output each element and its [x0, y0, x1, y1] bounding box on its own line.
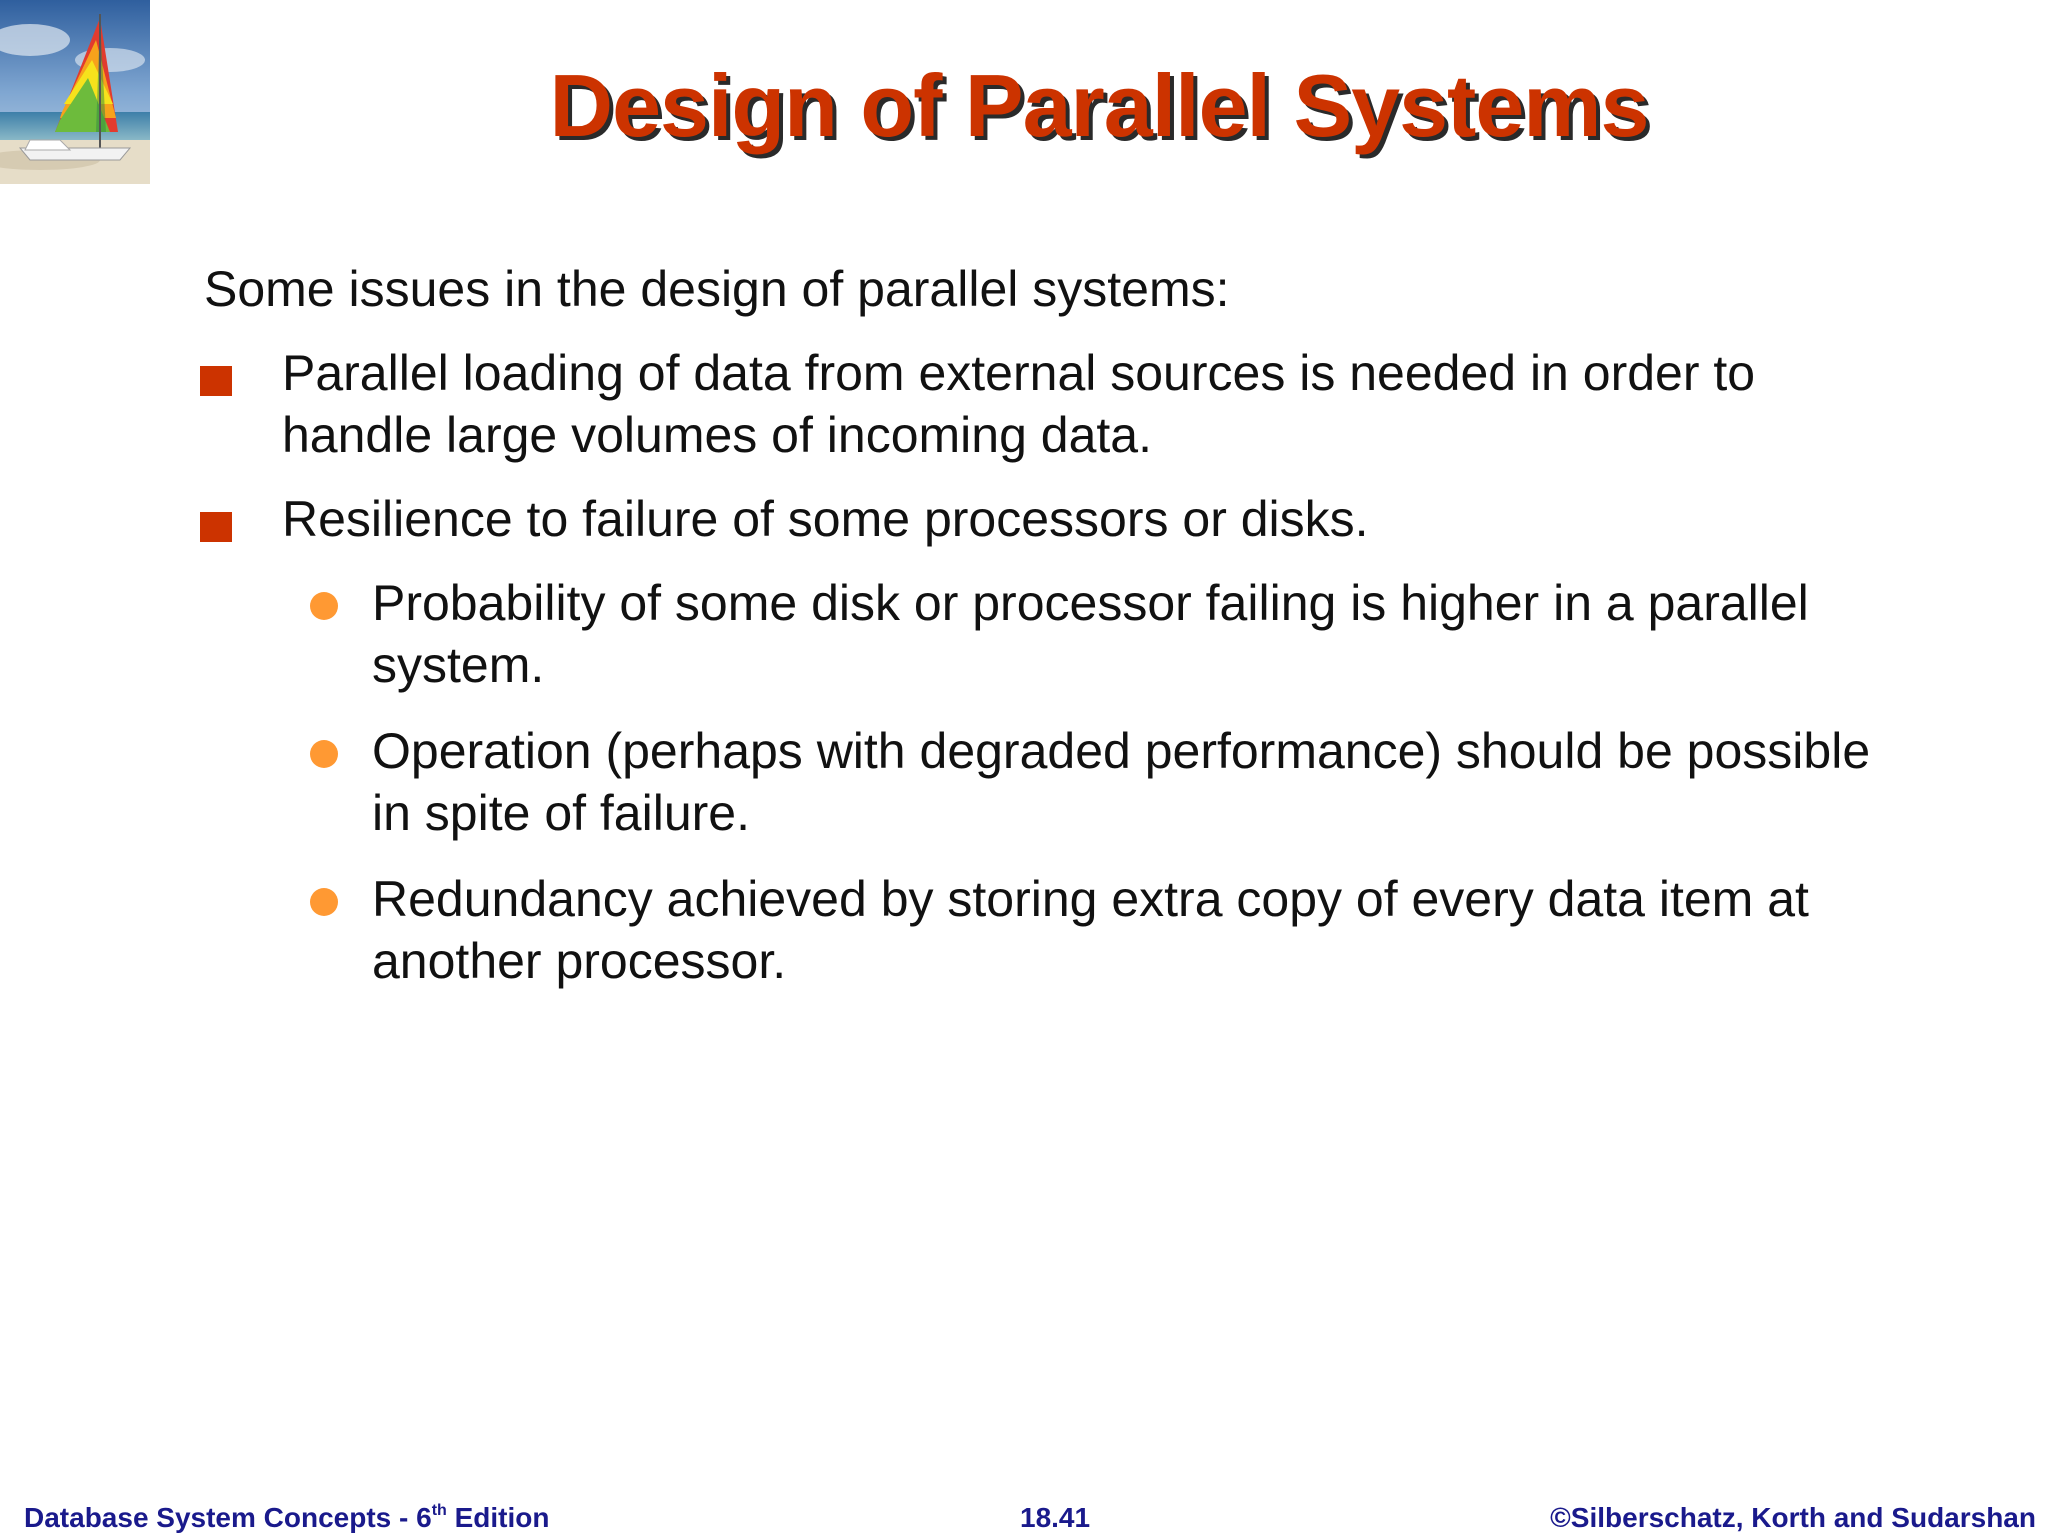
round-bullet-icon	[310, 888, 338, 916]
bullet-item	[204, 342, 1884, 466]
square-bullet-icon	[200, 366, 232, 396]
sub-bullet-item	[204, 572, 1884, 696]
square-bullet-icon	[200, 512, 232, 542]
slide-body	[204, 258, 1884, 1016]
footer-book-title-suffix: Edition	[446, 1502, 550, 1533]
footer-copyright: ©Silberschatz, Korth and Sudarshan	[1550, 1502, 2036, 1533]
sub-bullet-item	[204, 720, 1884, 844]
footer-book-title-prefix: Database System Concepts - 6	[24, 1502, 432, 1533]
sub-bullet-text: Operation (perhaps with degraded performance) should be possible in spite of failure.	[372, 723, 1871, 841]
footer-edition-sup: th	[431, 1502, 447, 1519]
slide-footer	[0, 1500, 2048, 1536]
sub-bullet-text: Probability of some disk or processor failing is higher in a parallel system.	[372, 575, 1809, 693]
round-bullet-icon	[310, 740, 338, 768]
slide-title: Design of Parallel Systems	[549, 56, 1649, 155]
bullet-text: Parallel loading of data from external sources is needed in order to handle large volumes of incoming data.	[282, 345, 1756, 463]
intro-text: Some issues in the design of parallel systems:	[204, 261, 1230, 317]
slide-number: 18.41	[1020, 1502, 1091, 1533]
footer-book-title	[24, 1500, 549, 1536]
bullet-text: Resilience to failure of some processors or disks.	[282, 491, 1369, 547]
sub-bullet-item	[204, 868, 1884, 992]
bullet-item	[204, 488, 1884, 550]
sub-bullet-text: Redundancy achieved by storing extra copy of every data item at another processor.	[372, 871, 1809, 989]
round-bullet-icon	[310, 592, 338, 620]
